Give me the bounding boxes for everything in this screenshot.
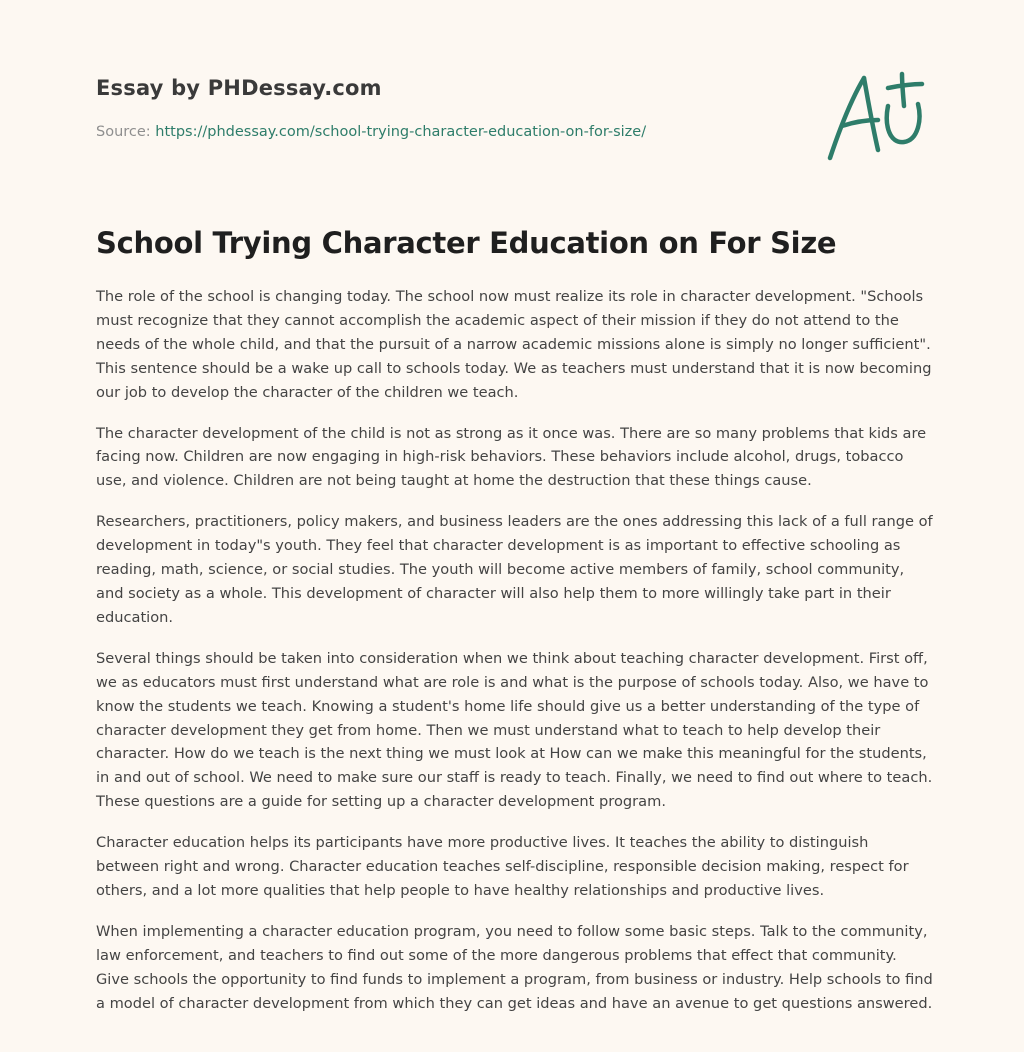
- source-link[interactable]: https://phdessay.com/school-trying-character-education-on-for-size/: [155, 124, 647, 140]
- essay-paragraph: Several things should be taken into consideration when we think about teaching character development. First off, we as educators must first understand what are role is and what is the purpose of schools today. Also, we have to know the students we teach. Knowing a student's home life should give us a better understanding of the type of character development they get from home. Then we must understand what to teach to help develop their character. How do we teach is the next thing we must look at How can we make this meaningful for the students, in and out of school. We need to make sure our staff is ready to teach. Finally, we need to find out where to teach. These questions are a guide for setting up a character development program.: [96, 649, 933, 811]
- essay-paragraph: Researchers, practitioners, policy makers, and business leaders are the ones addressing this lack of a full range of development in today"s youth. They feel that character development is as important to effective schooling as reading, math, science, or social studies. The youth will become active members of family, school community, and society as a whole. This development of character will also help them to more willingly take part in their education.: [96, 513, 933, 626]
- essay-paragraph: The character development of the child is not as strong as it once was. There are so many problems that kids are facing now. Children are now engaging in high-risk behaviors. These behaviors include alcohol, drugs, tobacco use, and violence. Children are not being taught at home the destruction that these things cause.: [96, 424, 927, 490]
- source-line: [96, 124, 646, 140]
- essay-body: [96, 285, 934, 1032]
- site-brand: Essay by PHDessay.com: [96, 76, 382, 100]
- essay-paragraph: Character education helps its participants have more productive lives. It teaches the ability to distinguish between right and wrong. Character education teaches self-discipline, responsible decision making, respect for others, and a lot more qualities that help people to have healthy relationships and productive lives.: [96, 834, 909, 899]
- essay-paragraph: When implementing a character education program, you need to follow some basic steps. Talk to the community, law enforcement, and teachers to find out some of the more dangerous problems that effect that community. Give schools the opportunity to find funds to implement a program, from business or industry. Help schools to find a model of character development from which they can get ideas and have an avenue to get questions answered.: [96, 922, 933, 1012]
- essay-paragraph: The role of the school is changing today. The school now must realize its role in character development. "Schools must recognize that they cannot accomplish the academic aspect of their mission if they do not attend to the needs of the whole child, and that the pursuit of a narrow academic missions alone is simply no longer sufficient". This sentence should be a wake up call to schools today. We as teachers must understand that it is now becoming our job to develop the character of the children we teach.: [96, 288, 932, 401]
- a-plus-logo-icon: [818, 66, 930, 166]
- source-label: Source:: [96, 124, 156, 140]
- essay-title: School Trying Character Education on For Size: [96, 226, 837, 260]
